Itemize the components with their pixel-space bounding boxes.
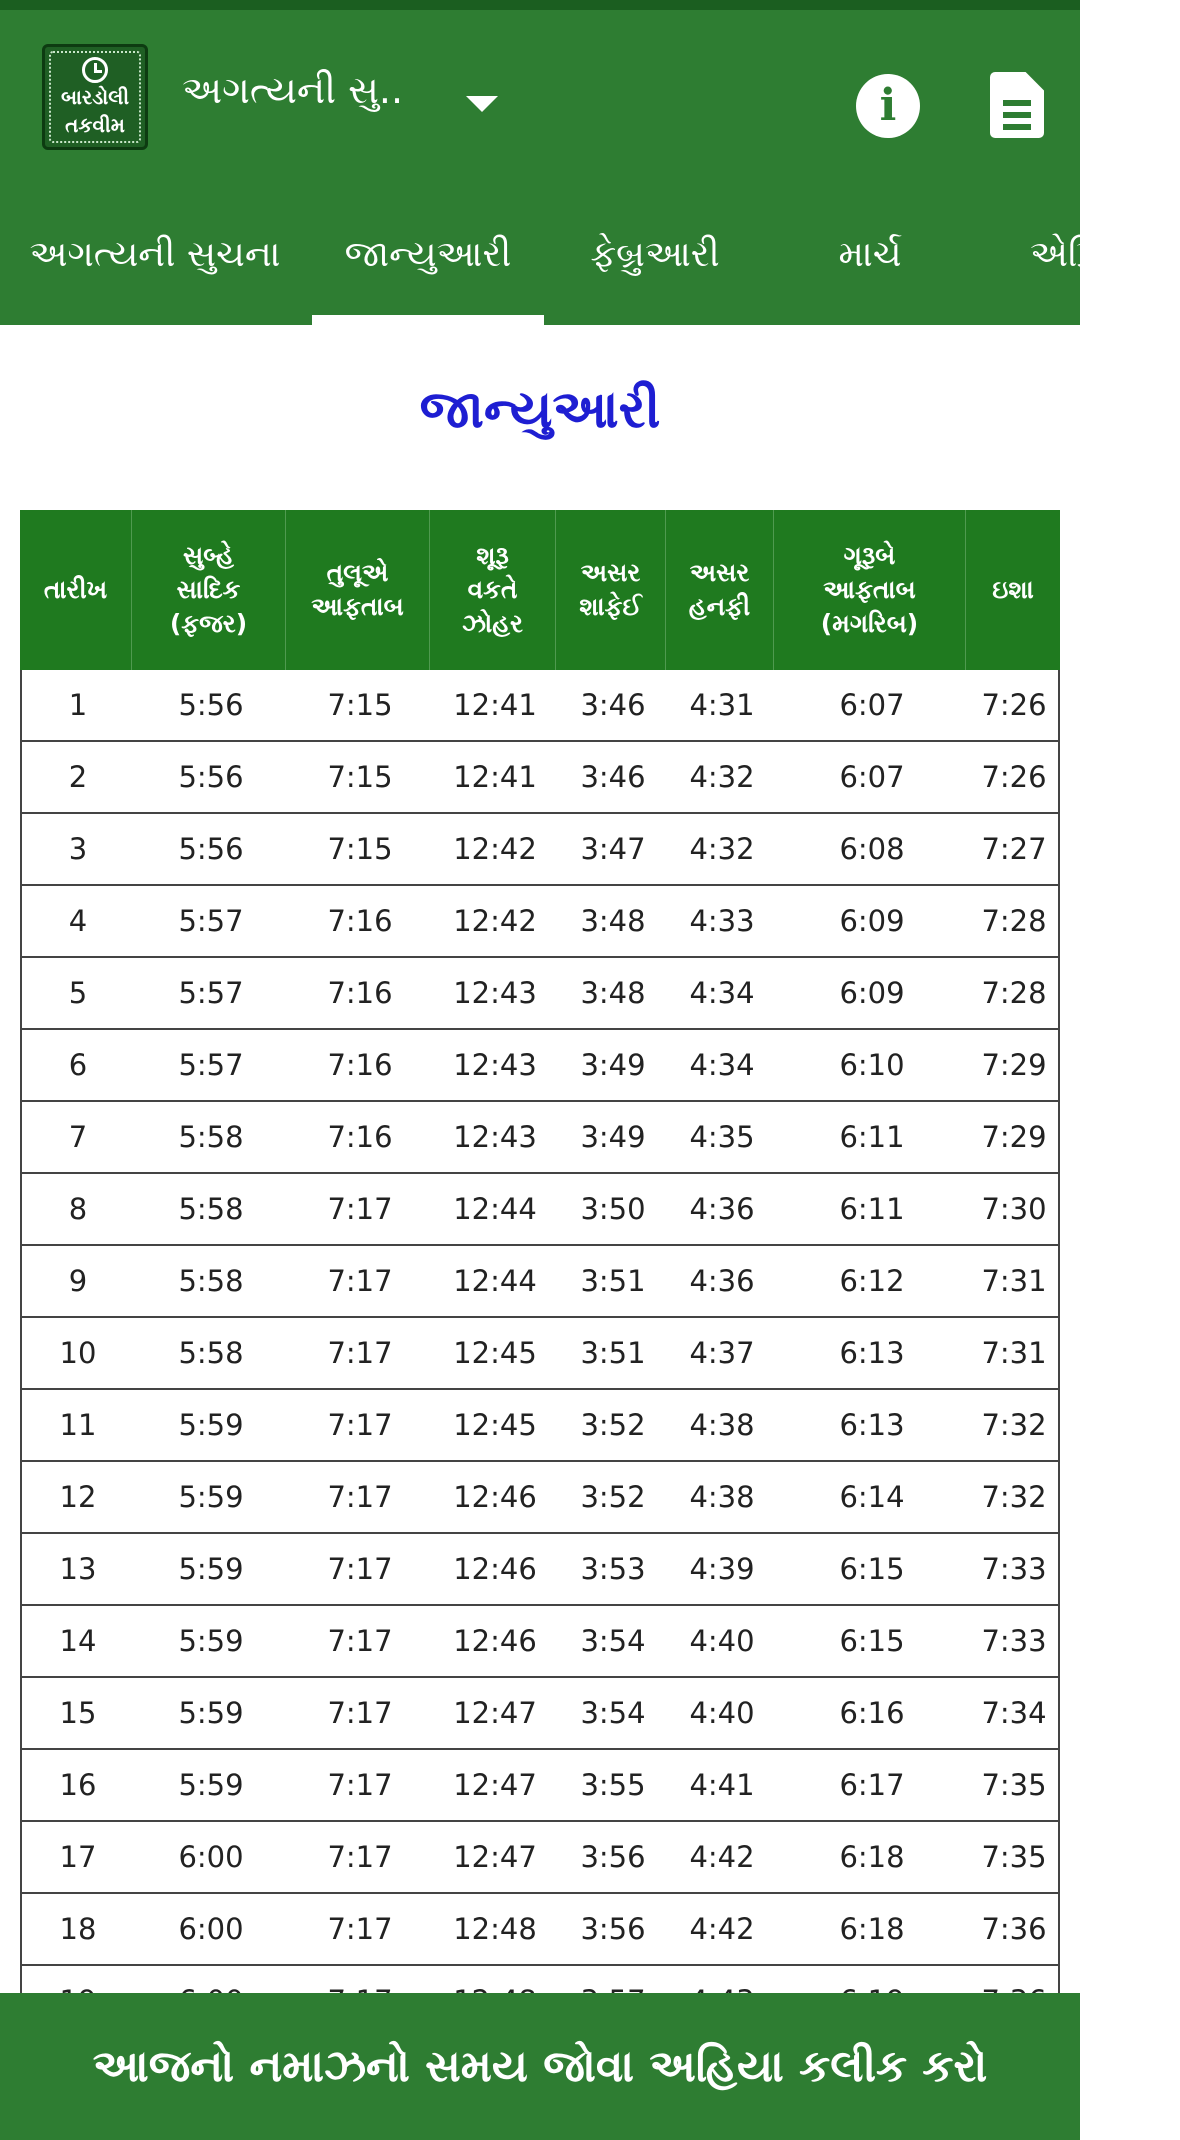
cell-maghrib: 6:15	[839, 1624, 905, 1658]
page-title: જાન્યુઆરી	[419, 380, 661, 440]
cell-isha: 7:28	[981, 904, 1047, 938]
cell-zohar: 12:43	[453, 1048, 537, 1082]
cell-fajr: 5:58	[178, 1120, 244, 1154]
cell-date: 16	[59, 1768, 97, 1802]
cell-isha: 7:32	[981, 1408, 1047, 1442]
cell-maghrib: 6:18	[839, 1912, 905, 1946]
cell-fajr: 5:57	[178, 976, 244, 1010]
cell-zohar: 12:42	[453, 904, 537, 938]
cell-zohar: 12:46	[453, 1552, 537, 1586]
cell-zohar: 12:41	[453, 688, 537, 722]
logo-text-line1: બારડોલી	[60, 85, 130, 109]
cell-isha: 7:31	[981, 1336, 1047, 1370]
column-header-date: તારીખ	[20, 510, 132, 670]
table-row	[22, 1318, 1058, 1390]
cell-asar-hanafi: 4:40	[689, 1624, 755, 1658]
cell-zohar: 12:41	[453, 760, 537, 794]
cell-fajr: 5:59	[178, 1480, 244, 1514]
cell-isha: 7:33	[981, 1624, 1047, 1658]
cell-fajr: 5:56	[178, 760, 244, 794]
cell-zohar: 12:45	[453, 1408, 537, 1442]
table-row	[22, 742, 1058, 814]
cell-asar-shafai: 3:47	[580, 832, 646, 866]
cell-date: 4	[68, 904, 88, 938]
table-row	[22, 1390, 1058, 1462]
cell-maghrib: 6:14	[839, 1480, 905, 1514]
cell-asar-shafai: 3:54	[580, 1696, 646, 1730]
cell-maghrib: 6:13	[839, 1336, 905, 1370]
cell-date: 15	[59, 1696, 97, 1730]
cell-isha: 7:26	[981, 688, 1047, 722]
cell-date: 9	[68, 1264, 88, 1298]
cell-isha: 7:28	[981, 976, 1047, 1010]
cell-asar-hanafi: 4:42	[689, 1912, 755, 1946]
cell-zohar: 12:48	[453, 1912, 537, 1946]
cell-zohar: 12:43	[453, 1120, 537, 1154]
cell-maghrib: 6:07	[839, 688, 905, 722]
cell-isha: 7:36	[981, 1912, 1047, 1946]
document-icon[interactable]	[990, 72, 1044, 138]
table-row	[22, 1894, 1058, 1966]
table-row	[22, 1102, 1058, 1174]
cell-asar-hanafi: 4:37	[689, 1336, 755, 1370]
cell-asar-shafai: 3:54	[580, 1624, 646, 1658]
tab-february[interactable]: ફેબ્રુઆરી	[590, 234, 720, 275]
cell-date: 12	[59, 1480, 97, 1514]
cell-asar-hanafi: 4:42	[689, 1840, 755, 1874]
logo-text-line2: તકવીમ	[65, 113, 125, 137]
cell-sunrise: 7:17	[327, 1192, 393, 1226]
cell-sunrise: 7:17	[327, 1264, 393, 1298]
cell-fajr: 6:00	[178, 1912, 244, 1946]
cell-asar-shafai: 3:51	[580, 1336, 646, 1370]
cell-fajr: 5:58	[178, 1264, 244, 1298]
cell-asar-hanafi: 4:40	[689, 1696, 755, 1730]
cell-zohar: 12:47	[453, 1768, 537, 1802]
document-icon-line	[1003, 100, 1031, 106]
cell-date: 2	[68, 760, 88, 794]
cell-isha: 7:31	[981, 1264, 1047, 1298]
cell-isha: 7:29	[981, 1120, 1047, 1154]
cell-isha: 7:27	[981, 832, 1047, 866]
cell-maghrib: 6:13	[839, 1408, 905, 1442]
table-row	[22, 1606, 1058, 1678]
cell-sunrise: 7:16	[327, 1048, 393, 1082]
cell-sunrise: 7:17	[327, 1696, 393, 1730]
cell-asar-shafai: 3:53	[580, 1552, 646, 1586]
cell-asar-shafai: 3:56	[580, 1912, 646, 1946]
toolbar	[0, 10, 1080, 190]
tab-january[interactable]: જાન્યુઆરી	[344, 234, 512, 275]
active-tab-indicator	[312, 315, 544, 325]
column-header-sunrise: તુલૂએ આફતાબ	[286, 510, 430, 670]
table-row	[22, 814, 1058, 886]
cell-asar-hanafi: 4:35	[689, 1120, 755, 1154]
tab-march[interactable]: માર્ચ	[838, 234, 902, 275]
cell-maghrib: 6:16	[839, 1696, 905, 1730]
cell-sunrise: 7:15	[327, 688, 393, 722]
cell-isha: 7:29	[981, 1048, 1047, 1082]
cell-asar-shafai: 3:56	[580, 1840, 646, 1874]
cell-fajr: 5:58	[178, 1336, 244, 1370]
cell-maghrib: 6:10	[839, 1048, 905, 1082]
cell-asar-shafai: 3:46	[580, 760, 646, 794]
cell-asar-hanafi: 4:38	[689, 1480, 755, 1514]
cell-sunrise: 7:15	[327, 832, 393, 866]
status-bar-strip	[0, 0, 1080, 10]
cell-fajr: 6:00	[178, 1840, 244, 1874]
cell-zohar: 12:44	[453, 1192, 537, 1226]
cell-sunrise: 7:17	[327, 1480, 393, 1514]
cell-asar-shafai: 3:49	[580, 1048, 646, 1082]
cell-asar-shafai: 3:48	[580, 904, 646, 938]
cell-zohar: 12:44	[453, 1264, 537, 1298]
table-row	[22, 1030, 1058, 1102]
cell-zohar: 12:42	[453, 832, 537, 866]
cell-fajr: 5:59	[178, 1552, 244, 1586]
cell-maghrib: 6:09	[839, 976, 905, 1010]
cell-asar-hanafi: 4:33	[689, 904, 755, 938]
cell-date: 17	[59, 1840, 97, 1874]
table-row	[22, 1678, 1058, 1750]
cell-sunrise: 7:17	[327, 1768, 393, 1802]
cell-sunrise: 7:17	[327, 1336, 393, 1370]
cell-date: 3	[68, 832, 88, 866]
table-header	[20, 510, 1060, 670]
cell-asar-hanafi: 4:39	[689, 1552, 755, 1586]
today-prayer-time-button[interactable]: આજનો નમાઝનો સમય જોવા અહિયા કલીક કરો	[0, 1993, 1080, 2140]
cell-isha: 7:34	[981, 1696, 1047, 1730]
cell-fajr: 5:56	[178, 832, 244, 866]
app-logo	[42, 44, 148, 150]
cell-date: 8	[68, 1192, 88, 1226]
cell-isha: 7:35	[981, 1840, 1047, 1874]
cell-maghrib: 6:07	[839, 760, 905, 794]
month-tabs	[0, 195, 1127, 325]
cell-maghrib: 6:08	[839, 832, 905, 866]
section-spinner-value[interactable]: અગત્યની સુ..	[182, 68, 404, 112]
cell-sunrise: 7:17	[327, 1624, 393, 1658]
cell-sunrise: 7:15	[327, 760, 393, 794]
cell-maghrib: 6:09	[839, 904, 905, 938]
cell-asar-hanafi: 4:31	[689, 688, 755, 722]
cell-asar-hanafi: 4:38	[689, 1408, 755, 1442]
cell-maghrib: 6:12	[839, 1264, 905, 1298]
cell-zohar: 12:45	[453, 1336, 537, 1370]
cell-date: 6	[68, 1048, 88, 1082]
cell-fajr: 5:59	[178, 1768, 244, 1802]
cell-asar-hanafi: 4:32	[689, 760, 755, 794]
cell-maghrib: 6:15	[839, 1552, 905, 1586]
cell-date: 11	[59, 1408, 97, 1442]
cell-date: 18	[59, 1912, 97, 1946]
cell-fajr: 5:57	[178, 904, 244, 938]
table-row	[22, 1462, 1058, 1534]
cell-maghrib: 6:17	[839, 1768, 905, 1802]
cell-asar-shafai: 3:52	[580, 1480, 646, 1514]
tab-important-notice[interactable]: અગત્યની સુચના	[29, 234, 281, 275]
info-icon[interactable]: i	[856, 74, 920, 138]
cell-fajr: 5:58	[178, 1192, 244, 1226]
column-header-zohar: શૂરૂ વકતે ઝોહર	[430, 510, 556, 670]
cell-date: 14	[59, 1624, 97, 1658]
cell-asar-hanafi: 4:41	[689, 1768, 755, 1802]
cell-asar-shafai: 3:50	[580, 1192, 646, 1226]
cell-zohar: 12:43	[453, 976, 537, 1010]
cell-isha: 7:30	[981, 1192, 1047, 1226]
table-row	[22, 670, 1058, 742]
table-row	[22, 1174, 1058, 1246]
column-header-asar-hanafi: અસર હનફી	[666, 510, 774, 670]
column-header-asar-shafai: અસર શાફેઈ	[556, 510, 666, 670]
cell-asar-hanafi: 4:34	[689, 1048, 755, 1082]
cell-asar-hanafi: 4:36	[689, 1192, 755, 1226]
table-row	[22, 886, 1058, 958]
cell-sunrise: 7:16	[327, 904, 393, 938]
cell-asar-shafai: 3:55	[580, 1768, 646, 1802]
cell-zohar: 12:46	[453, 1480, 537, 1514]
cell-fajr: 5:59	[178, 1696, 244, 1730]
cell-isha: 7:26	[981, 760, 1047, 794]
cell-date: 10	[59, 1336, 97, 1370]
app-header	[0, 0, 1127, 325]
cell-sunrise: 7:16	[327, 976, 393, 1010]
cell-sunrise: 7:17	[327, 1552, 393, 1586]
cell-asar-hanafi: 4:32	[689, 832, 755, 866]
table-row	[22, 1750, 1058, 1822]
cell-fajr: 5:56	[178, 688, 244, 722]
table-body[interactable]	[20, 670, 1060, 1995]
cell-fajr: 5:59	[178, 1624, 244, 1658]
cell-isha: 7:33	[981, 1552, 1047, 1586]
cell-maghrib: 6:11	[839, 1120, 905, 1154]
dropdown-caret-icon[interactable]	[466, 96, 498, 112]
column-header-isha: ઇશા	[992, 575, 1034, 604]
cell-fajr: 5:59	[178, 1408, 244, 1442]
column-header-maghrib: ગૂરૂબે આફતાબ (મગરિબ)	[774, 510, 966, 670]
table-row	[22, 1822, 1058, 1894]
table-row	[22, 1534, 1058, 1606]
table-row	[22, 958, 1058, 1030]
cell-date: 1	[68, 688, 88, 722]
cell-zohar: 12:46	[453, 1624, 537, 1658]
cell-maghrib: 6:11	[839, 1192, 905, 1226]
cell-sunrise: 7:17	[327, 1408, 393, 1442]
cell-zohar: 12:47	[453, 1840, 537, 1874]
cell-maghrib: 6:18	[839, 1840, 905, 1874]
tab-april[interactable]: એપ્રિલ	[1030, 234, 1127, 275]
document-icon-line	[1003, 124, 1031, 130]
cell-asar-shafai: 3:51	[580, 1264, 646, 1298]
cell-date: 7	[68, 1120, 88, 1154]
cell-asar-shafai: 3:48	[580, 976, 646, 1010]
column-header-fajr: સુબ્હે સાદિક (ફજર)	[132, 510, 286, 670]
cell-sunrise: 7:17	[327, 1840, 393, 1874]
cell-sunrise: 7:16	[327, 1120, 393, 1154]
cell-asar-shafai: 3:52	[580, 1408, 646, 1442]
cell-sunrise: 7:17	[327, 1912, 393, 1946]
cell-asar-shafai: 3:49	[580, 1120, 646, 1154]
cell-isha: 7:32	[981, 1480, 1047, 1514]
cell-date: 13	[59, 1552, 97, 1586]
cell-date: 5	[68, 976, 88, 1010]
table-row	[22, 1246, 1058, 1318]
clock-icon	[82, 57, 108, 83]
cell-asar-shafai: 3:46	[580, 688, 646, 722]
cell-asar-hanafi: 4:36	[689, 1264, 755, 1298]
document-icon-line	[1003, 112, 1031, 118]
cell-fajr: 5:57	[178, 1048, 244, 1082]
cell-zohar: 12:47	[453, 1696, 537, 1730]
cell-isha: 7:35	[981, 1768, 1047, 1802]
cell-asar-hanafi: 4:34	[689, 976, 755, 1010]
